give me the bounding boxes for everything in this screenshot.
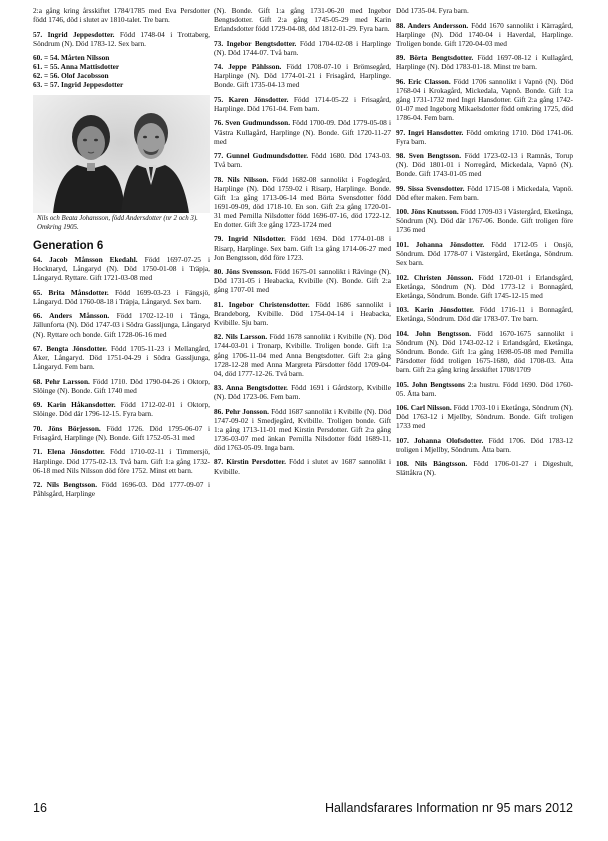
entry: 86. Pehr Jonsson. Född 1687 sannolikt i Kvibille (N). Död 1747-09-02 i Smedjegård, Kvibille. Troligen bonde. Gift 1:a gång 1713-11-01 med Kirstin Persdotter. Gift 2:a gång 1736-03-07 med änkan Pernilla Nilsdotter född 1689-11, död 1763-05-09. Inga barn. (214, 406, 392, 452)
entry: 67. Bengta Jönsdotter. Född 1705-11-23 i Mellangård, Åker, Långaryd. Död 1751-04-29 i Södra Gassljunga, Långaryd. Fem barn. (33, 344, 211, 372)
entry: 108. Nils Bängtsson. Född 1706-01-27 i Digeshult, Slättåkra (N). (396, 459, 573, 478)
entry: 101. Johanna Jönsdotter. Född 1712-05 i Onsjö, Söndrum. Död 1778-07 i Västergård, Eketånga, Söndrum. Sex barn. (396, 239, 573, 268)
entry: 89. Börta Bengtsdotter. Född 1697-08-12 i Kullagård, Harplinge (N). Död 1783-01-18. Minst tre barn. (396, 53, 574, 72)
entry: 78. Nils Nilsson. Född 1682-08 sannolikt i Fogdegård, Harplinge (N). Död 1759-02 i Risarp, Harplinge. Bonde. Gift 1:a gång 1713-06-14 med Börta Svensdotter född 1691-09-09, död 1718-10. En son. Gift 2:a gång 1720-01-31 med Pernilla Nilsdotter född 1696-07-16, död 1722-12. En dotter. Gift 3:e gång 1723-1724 med (214, 174, 391, 229)
entry: 88. Anders Andersson. Född 1670 sannolikt i Kärragård, Harplinge (N). Död 1740-04 i Haverdal, Harplinge. Troligen bonde. Gift 1720-04-03 med (396, 20, 573, 48)
photo-figure (33, 95, 210, 232)
entry: 102. Christen Jönsson. Född 1720-01 i Erlandsgård, Eketånga, Söndrum (N). Död 1773-12 i Bonnagård, Eketånga, Söndrum. Bonde. Gift 1745-12-15 med (396, 272, 573, 300)
cross-references (33, 53, 210, 89)
page-number: 16 (33, 801, 47, 815)
entry: 2:a gång kring årsskiftet 1784/1785 med Eva Persdotter född 1746, död i slutet av 1810-talet. Tre barn. (33, 6, 210, 25)
entry: 66. Anders Månsson. Född 1702-12-10 i Tånga, Jällunforta (N). Död 1747-03 i Södra Gassljunga, Långaryd (N). Ryttare och bonde. Gift 1728-06-16 med (33, 311, 211, 339)
entry: 77. Gunnel Gudmundsdotter. Född 1680. Död 1743-03. Två barn. (214, 151, 391, 170)
publication-info: Hallandsfarares Information nr 95 mars 2012 (324, 801, 573, 815)
entry: 73. Ingebor Bengtsdotter. Född 1704-02-08 i Harplinge (N). Död 1744-07. Två barn. (214, 38, 392, 57)
photo-caption: Nils och Beata Johansson, född Andersdotter (nr 2 och 3). Omkring 1905. (37, 215, 198, 231)
entry: 76. Sven Gudmundsson. Född 1700-09. Död 1779-05-08 i Västra Kullagård, Harplinge (N). Bonde. Gift 1720-11-27 med (214, 118, 391, 146)
entry: 100. Jöns Knutsson. Född 1709-03 i Västergård, Eketånga, Söndrum (N). Död där 1767-06. Bonde. Gift troligen före 1736 med (396, 207, 573, 235)
cross-reference: 62. = 56. Olof Jacobsson (33, 71, 109, 81)
entry: 64. Jacob Månsson Ekedahl. Född 1697-07-25 i Hocknaryd, Långaryd (N). Död 1750-01-08 i Träpja, Långaryd. Ryttare. Gift 1721-03-08 med (33, 255, 211, 283)
entry: 105. John Bengtssons 2:a hustru. Född 1690. Död 1760-05. Åtta barn. (396, 379, 573, 398)
cross-reference: 63. = 57. Ingrid Jeppesdotter (33, 80, 124, 90)
entry: 74. Jeppe Pählsson. Född 1708-07-10 i Brömsegård, Harplinge (N). Död 1774-01-21 i Frisagård, Harplinge. Bonde. Gift 1735-04-13 med (214, 62, 391, 90)
entry: 79. Ingrid Nilsdotter. Född 1694. Död 1774-01-08 i Risarp, Harplinge. Sex barn. Gift 1:a gång 1714-06-27 med Jon Bengtsson, död före 1723. (214, 234, 391, 262)
entry: 99. Sissa Svensdotter. Född 1715-08 i Mickedala, Vapnö. Död efter maken. Fem barn. (396, 183, 573, 202)
entry: 69. Karin Håkansdotter. Född 1712-02-01 i Oktorp, Slöinge. Död där 1796-12-15. Fyra barn. (33, 400, 211, 419)
entry: 81. Ingebor Christensdotter. Född 1686 sannolikt i Brandeborg, Kvibille. Död 1754-04-14 i Heabacka, Kvibille. Sju barn. (214, 299, 391, 327)
entry: 103. Karin Jönsdotter. Född 1716-11 i Bonnagård, Eketånga, Söndrum. Död där 1783-07. Tre barn. (396, 305, 573, 324)
entry: 71. Elena Jönsdotter. Född 1710-02-11 i Timmersjö, Harplinge. Död 1775-02-13. Två barn. Gift 1:a gång 1732-06-18 med Nils Nilsson död före 1752. Minst ett barn. (33, 447, 211, 475)
entry: 96. Eric Classon. Född 1706 sannolikt i Vapnö (N). Död 1768-04 i Krokagård, Mickedala, Vapnö. Bonde. Gift 1:a gång 1731-1732 med Ingri Hansdotter. Gift 2:a gång 1742-01-07 med Ingeborg Mikaelsdotter född omkring 1725, död 1786-04. Fem barn. (396, 76, 573, 122)
entry: 104. John Bengtsson. Född 1670-1675 sannolikt i Söndrum (N). Död 1743-02-12 i Erlandsgård, Eketånga, Söndrum. Bonde. Gift 1:a gång 1698-05-08 med Pernilla Pärsdotter född troligen 1675-1680, död 1708-03. Åtta barn. Gift 2:a gång kring årsskiftet 1708/1709 (396, 328, 573, 375)
generation-heading: Generation 6 (33, 240, 104, 253)
entry: 83. Anna Bengtsdotter. Född 1691 i Gårdstorp, Kvibille (N). Död 1723-06. Fem barn. (214, 383, 391, 402)
entry: (N). Bonde. Gift 1:a gång 1731-06-20 med Ingebor Bengtsdotter. Gift 2:a gång 1745-05-29 med Karin Erlandsdotter född 1729-04-08, död 1812-01-29. Fyra barn. (214, 6, 391, 34)
entry: 65. Brita Månsdotter. Född 1699-03-23 i Fängsjö, Långaryd. Död 1760-08-18 i Träpja, Långaryd. Sex barn. (33, 287, 210, 306)
column-3 (396, 6, 573, 478)
entry: 75. Karen Jönsdotter. Född 1714-05-22 i Frisagård, Harplinge. Död 1761-04. Fem barn. (214, 94, 391, 113)
entry: 68. Pehr Larsson. Född 1710. Död 1790-04-26 i Oktorp, Slöinge (N). Bonde. Gift 1740 med (33, 376, 210, 395)
entry: 107. Johanna Olofsdotter. Född 1706. Död 1783-12 troligen i Mjellby, Söndrum. Åtta barn. (396, 435, 573, 454)
entry: Död 1735-04. Fyra barn. (396, 6, 469, 15)
cross-reference: 60. = 54. Mårten Nilsson (33, 53, 110, 63)
entry: 87. Kirstin Persdotter. Född i slutet av 1687 sannolikt i Kvibille. (214, 457, 391, 476)
entry: 72. Nils Bengtsson. Född 1696-03. Död 1777-09-07 i Påhlsgård, Harplinge (33, 480, 211, 499)
column-2 (214, 6, 391, 476)
entry: 98. Sven Bengtsson. Född 1723-02-13 i Ramnäs, Torup (N). Död 1801-01 i Norregård, Mickedala, Vapnö (N). Bonde. Gift 1743-01-05 med (396, 151, 574, 179)
column-1 (33, 6, 210, 498)
couple-portrait-photo (33, 95, 210, 213)
entry: 106. Carl Nilsson. Född 1703-10 i Eketånga, Söndrum (N). Död 1763-12 i Mjellby, Söndrum. Bonde. Gift troligen 1733 med (396, 403, 573, 431)
entry: 80. Jöns Svensson. Född 1675-01 sannolikt i Rävinge (N). Död 1731-05 i Heabacka, Kvibille (N). Bonde. Gift 2:a gång 1707-01 med (214, 267, 391, 295)
entry: 70. Jöns Börjesson. Född 1726. Död 1795-06-07 i Frisagård, Harplinge (N). Bonde. Gift 1752-05-31 med (33, 423, 211, 442)
entry: 82. Nils Larsson. Född 1678 sannolikt i Kvibille (N). Död 1744-03-01 i Tronarp, Kvibille. Troligen bonde. Gift 1:a gång 1706-11-04 med Anna Bengtsdotter. Gift 2:a gång 1728-12-28 med Anna Margreta Pärsdotter född 1709-04-04, död 1777-12-26. Två barn. (214, 332, 391, 378)
entry: 97. Ingri Hansdotter. Född omkring 1710. Död 1741-06. Fyra barn. (396, 127, 574, 146)
entry: 57. Ingrid Jeppesdotter. Född 1748-04 i Trottaberg, Söndrum (N). Död 1783-12. Sex barn. (33, 29, 210, 48)
cross-reference: 61. = 55. Anna Mattisdotter (33, 62, 120, 72)
